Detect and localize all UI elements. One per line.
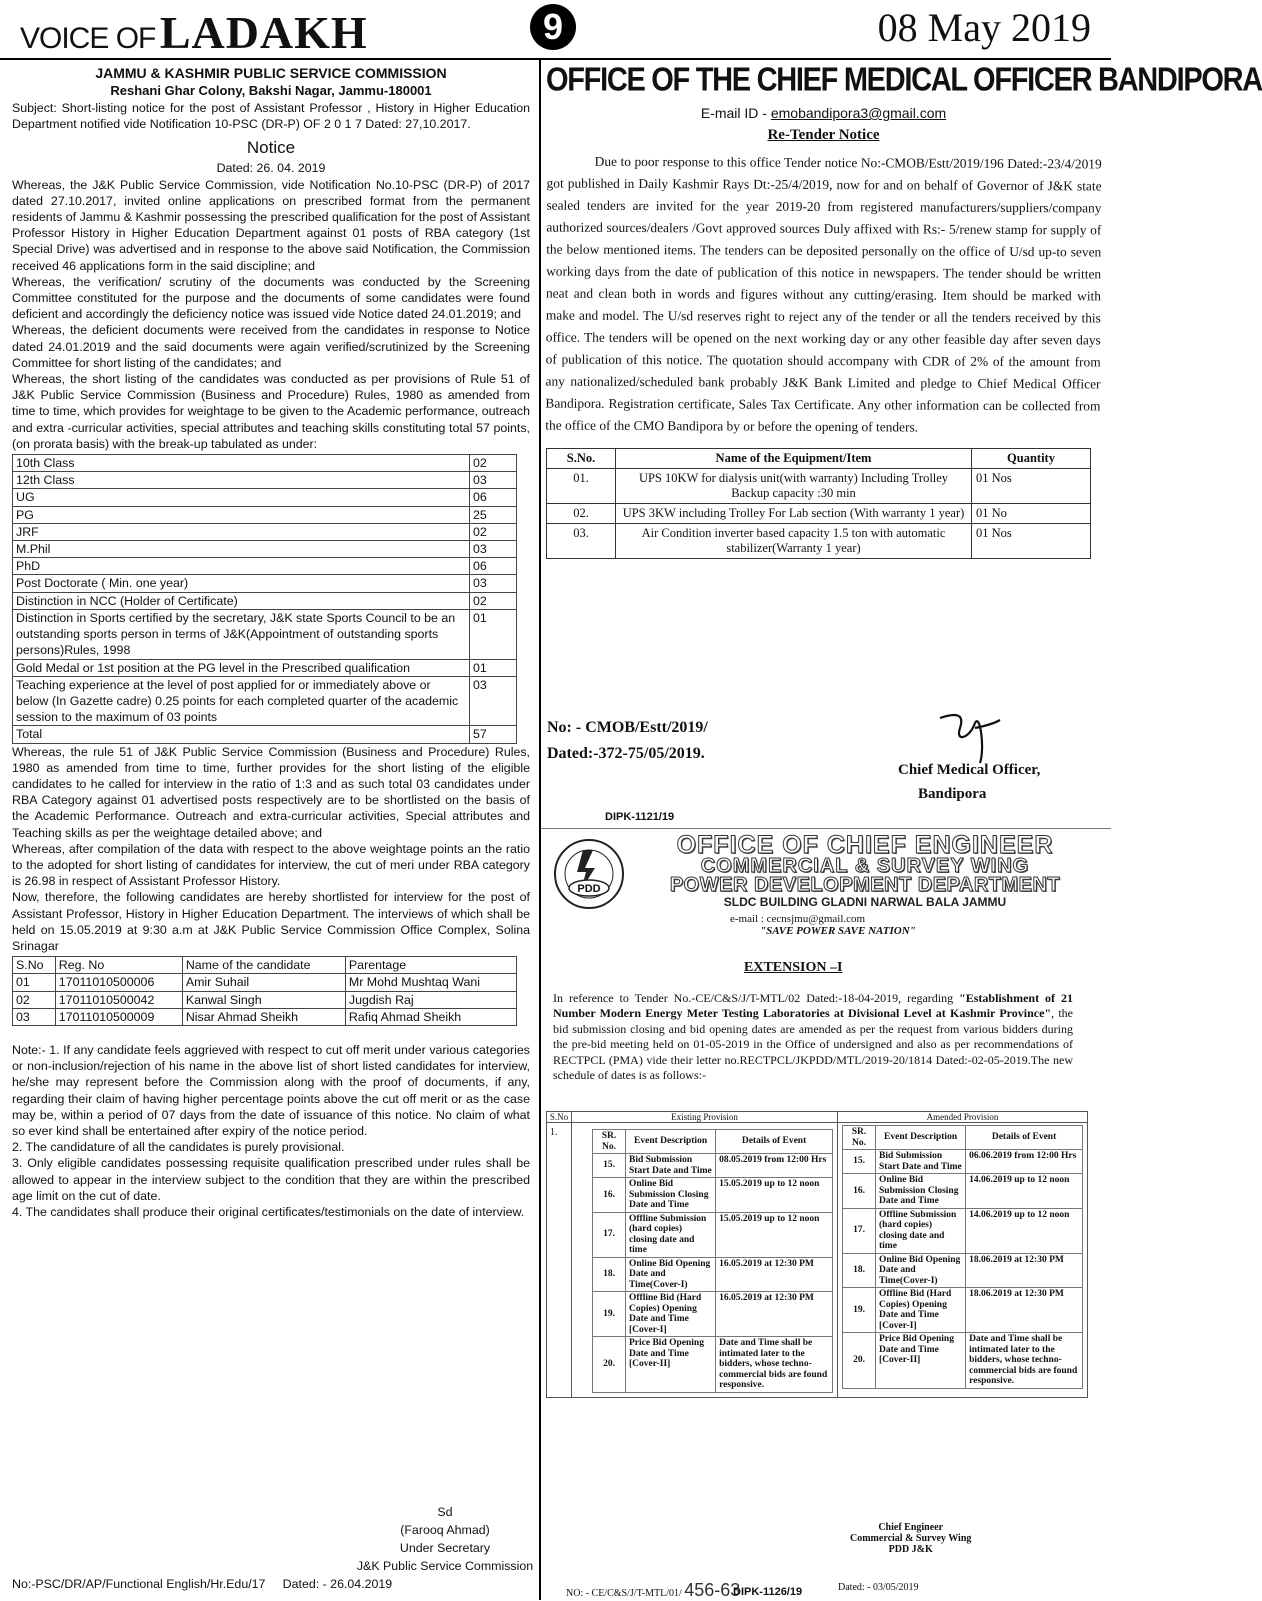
candidates-table <box>12 956 517 1026</box>
brand-ladakh: LADAKH <box>159 7 368 58</box>
pdd-signatory <box>850 1522 971 1555</box>
equipment-row <box>547 504 1091 524</box>
weightage-row <box>13 541 517 558</box>
candidate-cell: Amir Suhail <box>182 974 345 991</box>
equipment-header-cell: S.No. <box>547 449 616 469</box>
candidates-header-cell: Name of the candidate <box>182 957 345 974</box>
sig-sd: Sd <box>437 1505 453 1519</box>
weightage-points: 03 <box>470 541 517 558</box>
weightage-points: 57 <box>470 726 517 743</box>
para-5: Whereas, the rule 51 of J&K Public Service Commission (Business and Procedure) Rules, 1980 as amended from time to time, further provides for the short listing of the eligible candidates to he called for interview in the ratio of 1:3 and as such total 03 candidates under RBA Category against 01 advertised posts respectively are to be shortlisted on the basis of the Academic Performance. Outreach and extra-curricular activities, Special attributes and Teaching skills as per the weightage detailed above; and <box>12 744 530 840</box>
weightage-item: 12th Class <box>13 472 470 489</box>
schedule-header-row <box>593 1130 833 1154</box>
note-3: 3. Only eligible candidates possessing requisite qualification prescribed under rules shall be allowed to appear in the interview subject to the condition that they are within the prescribed age limit on the cut of date. <box>12 1156 530 1203</box>
amended-provision <box>838 1123 1088 1398</box>
ext-body-a: In reference to Tender No.-CE/C&S/J/T-MTL/02 Dated:-18-04-2019, regarding <box>553 991 960 1005</box>
pdd-sign-3: PDD J&K <box>888 1544 933 1555</box>
equipment-cell: 01 Nos <box>972 524 1091 559</box>
notice-title: Notice <box>246 138 296 158</box>
weightage-points: 02 <box>470 455 517 472</box>
candidate-cell: 17011010500006 <box>55 974 182 991</box>
candidates-header-cell: S.No <box>13 957 56 974</box>
schedule-cell: 18. <box>593 1257 626 1292</box>
schedule-cell: Online Bid Opening Date and Time(Cover-I) <box>876 1253 966 1288</box>
candidate-row <box>13 1008 517 1025</box>
weightage-item: Total <box>13 726 470 743</box>
pdd-dated: Dated: - 03/05/2019 <box>838 1582 919 1593</box>
jkpsc-ref-dated: Dated: - 26.04.2019 <box>282 1577 393 1591</box>
sched-sno-header: S.No <box>547 1112 572 1123</box>
jkpsc-notice <box>12 64 530 1220</box>
jkpsc-signature <box>345 1503 545 1575</box>
schedule-header-cell: SR. No. <box>843 1126 876 1150</box>
amended-header: Amended Provision <box>838 1112 1088 1123</box>
masthead <box>0 0 1111 60</box>
extension-title: EXTENSION –I <box>744 960 843 975</box>
schedule-cell: 15. <box>593 1154 626 1178</box>
weightage-item: JRF <box>13 523 470 540</box>
pdd-sign-1: Chief Engineer <box>878 1522 944 1533</box>
weightage-item: PG <box>13 506 470 523</box>
schedule-cell: Online Bid Submission Closing Date and Time <box>876 1174 966 1209</box>
para-6: Whereas, after compilation of the data with respect to the above weightage points an the ratio to the adopted for short listing of candidates for interview, the cut of meri under RBA category is 26.98 in respect of Assistant Professor History. <box>12 841 530 889</box>
schedule-cell: 20. <box>843 1333 876 1389</box>
schedule-cell: 18.06.2019 at 12:30 PM <box>966 1253 1083 1288</box>
schedule-row <box>593 1178 833 1213</box>
cmo-body: Due to poor response to this office Tender notice No:-CMOB/Estt/2019/196 Dated:-23/4/2019 got published in Daily Kashmir Rays Dt:-25/4/2019, now for and on behalf of Governor of J&K state sealed tenders are invited for the year 2019-20 from registered manufacturers/suppliers/company authorized sources/dealers /Govt approved sources Duly affixed with Rs:- 5/renew stamp for supply of the below mentioned items. The tenders can be deposited personally on the office of U/sd up-to seven working days from the date of publication of this notice in newspapers. The tender should be written neat and clean both in words and figures without any cutting/erasing. Item should be marked with make and model. The U/sd reserves right to reject any of the tender or all the tenders received by this office. The tenders will be opened on the next working day or any other feasible day after seven days of publication of this notice. The quotation should accompany with CDR of 2% of the amount from any nationalized/scheduled bank probably J&K Bank Limited and pledge to Chief Medical Officer Bandipora. Registration certificate, Sales Tax Certificate. Any other information can be collected from the office of the CMO Bandipora by or before the opening of tenders. <box>545 153 1102 435</box>
schedule-header-cell: Event Description <box>876 1126 966 1150</box>
schedule-cell: Offline Bid (Hard Copies) Opening Date and Time [Cover-I] <box>876 1288 966 1333</box>
schedule-row <box>843 1288 1083 1333</box>
pdd-logo-icon <box>553 838 625 910</box>
schedule-row <box>593 1292 833 1337</box>
schedule-row <box>843 1208 1083 1253</box>
cmo-sign-place: Bandipora <box>918 786 987 802</box>
weightage-points: 03 <box>470 575 517 592</box>
weightage-item: PhD <box>13 558 470 575</box>
candidate-cell: 01 <box>13 974 56 991</box>
schedule-cell: 15.05.2019 up to 12 noon <box>716 1212 833 1257</box>
weightage-row <box>13 575 517 592</box>
candidate-row <box>13 991 517 1008</box>
schedule-header-row <box>843 1126 1083 1150</box>
weightage-item: Teaching experience at the level of post applied for or immediately above or below (In Gazette cadre) 0.25 points for each completed quarter of the academic session to the maximum of 03 points <box>13 676 470 726</box>
weightage-row <box>13 676 517 726</box>
sig-name: (Farooq Ahmad) <box>400 1523 490 1537</box>
cmo-email-label: E-mail ID - <box>700 105 767 121</box>
weightage-points: 03 <box>470 676 517 726</box>
weightage-item: Post Doctorate ( Min. one year) <box>13 575 470 592</box>
candidate-cell: 17011010500009 <box>55 1008 182 1025</box>
weightage-points: 03 <box>470 472 517 489</box>
weightage-row <box>13 609 517 659</box>
column-divider <box>539 60 541 1600</box>
existing-provision <box>572 1123 838 1398</box>
weightage-row <box>13 558 517 575</box>
schedule-cell: 14.06.2019 up to 12 noon <box>966 1174 1083 1209</box>
candidate-row <box>13 974 517 991</box>
pdd-sign-2: Commercial & Survey Wing <box>850 1533 972 1544</box>
schedule-row <box>593 1337 833 1393</box>
weightage-item: UG <box>13 489 470 506</box>
candidate-cell: 03 <box>13 1008 56 1025</box>
jkpsc-reference <box>12 1577 392 1591</box>
schedule-row <box>843 1150 1083 1174</box>
weightage-item: Gold Medal or 1st position at the PG level in the Prescribed qualification <box>13 659 470 676</box>
schedule-cell: Date and Time shall be intimated later to the bidders, whose techno-commercial bids are found responsive. <box>966 1333 1083 1389</box>
cmo-signatory <box>898 758 1040 806</box>
candidates-header-cell: Parentage <box>345 957 516 974</box>
para-7: Now, therefore, the following candidates are hereby shortlisted for interview for the post of Assistant Professor, History in Higher Education Department. The interviews of which shall be held on 15.05.2019 at 9:30 a.m at J&K Public Service Commission Office Complex, Solina Srinagar <box>12 890 530 953</box>
ext-body-bold: "Establishment of 21 Number Modern Energy Meter Testing Laboratories at Divisional Level at Kashmir Province" <box>553 991 1073 1021</box>
pdd-heading-2: COMMERCIAL & SURVEY WING <box>700 855 1030 877</box>
equipment-header-row <box>547 449 1091 469</box>
weightage-item: Distinction in Sports certified by the secretary, J&K state Sports Council to be an outstanding sports person in terms of J&K(Appointment of outstanding sports persons)Rules, 1998 <box>13 609 470 659</box>
weightage-table <box>12 454 517 743</box>
equipment-table <box>546 448 1091 559</box>
weightage-row <box>13 523 517 540</box>
schedule-cell: 20. <box>593 1337 626 1393</box>
weightage-points: 01 <box>470 659 517 676</box>
weightage-points: 02 <box>470 592 517 609</box>
weightage-points: 01 <box>470 609 517 659</box>
schedule-row <box>593 1212 833 1257</box>
cmo-sign-title: Chief Medical Officer, <box>898 762 1041 778</box>
schedule-cell: Online Bid Submission Closing Date and Time <box>626 1178 716 1213</box>
sig-designation: Under Secretary <box>399 1541 491 1555</box>
schedule-cell: 19. <box>593 1292 626 1337</box>
pdd-ref-handwritten: 456-63 <box>684 1580 741 1600</box>
candidates-header-cell: Reg. No <box>55 957 182 974</box>
weightage-points: 06 <box>470 558 517 575</box>
schedule-header-cell: Details of Event <box>966 1126 1083 1150</box>
equipment-row <box>547 524 1091 559</box>
schedule-cell: 18. <box>843 1253 876 1288</box>
schedule-table <box>546 1111 1088 1398</box>
page-number: 9 <box>530 4 576 50</box>
schedule-cell: Offline Bid (Hard Copies) Opening Date and Time [Cover-I] <box>626 1292 716 1337</box>
weightage-points: 06 <box>470 489 517 506</box>
note-4: 4. The candidates shall produce their original certificates/testimonials on the date of interview. <box>12 1205 525 1219</box>
pdd-reference <box>566 1580 740 1601</box>
notice-date: Dated: 26. 04. 2019 <box>216 161 326 176</box>
cmo-dated-line: Dated:-372-75/05/2019. <box>547 745 705 762</box>
retender-heading: Re-Tender Notice <box>767 127 880 143</box>
issue-date: 08 May 2019 <box>877 5 1091 50</box>
weightage-row <box>13 489 517 506</box>
pdd-heading-1: OFFICE OF CHIEF ENGINEER <box>676 831 1054 859</box>
para-3: Whereas, the deficient documents were received from the candidates in response to Notice dated 24.01.2019 and the said documents were again verified/scrutinized by the Screening Committee for short listing of the candidates; and <box>12 323 530 370</box>
weightage-item: Distinction in NCC (Holder of Certificate) <box>13 592 470 609</box>
cmo-notice <box>545 61 1262 559</box>
jkpsc-ref-no: No:-PSC/DR/AP/Functional English/Hr.Edu/17 <box>12 1577 266 1591</box>
schedule-cell: 14.06.2019 up to 12 noon <box>966 1208 1083 1253</box>
candidate-cell: Jugdish Raj <box>345 991 516 1008</box>
schedule-cell: 16. <box>843 1174 876 1209</box>
note-2: 2. The candidature of all the candidates is purely provisional. <box>12 1140 345 1155</box>
schedule-cell: 17. <box>593 1212 626 1257</box>
schedule-cell: Online Bid Opening Date and Time(Cover-I) <box>626 1257 716 1292</box>
schedule-cell: Offline Submission (hard copies) closing date and time <box>876 1208 966 1253</box>
schedule-cell: Bid Submission Start Date and Time <box>876 1150 966 1174</box>
schedule-row <box>843 1333 1083 1389</box>
candidate-cell: 17011010500042 <box>55 991 182 1008</box>
equipment-row <box>547 469 1091 504</box>
sched-row-no: 1. <box>547 1123 572 1398</box>
note-1: Note:- 1. If any candidate feels aggrieved with respect to cut off merit under various categories or non-inclusion/rejection of his name in the above list of short listed candidates for interview, he/she may represent before the Commission along with the proof of documents, if any, regarding their claim of having higher percentage points above the cut off merit or as the case may be, within a period of 07 days from the date of issuance of this notice. No claim of what so ever kind shall be entertained after expiry of the notice period. <box>12 1042 530 1138</box>
equipment-cell: 01. <box>547 469 616 504</box>
cmo-title: OFFICE OF THE CHIEF MEDICAL OFFICER BANDIPORA <box>546 61 1262 99</box>
schedule-cell: Date and Time shall be intimated later to the bidders, whose techno-commercial bids are found responsive. <box>716 1337 833 1393</box>
weightage-points: 02 <box>470 523 517 540</box>
weightage-item: 10th Class <box>13 455 470 472</box>
existing-header: Existing Provision <box>572 1112 838 1123</box>
candidate-cell: Mr Mohd Mushtaq Wani <box>345 974 516 991</box>
sig-org: J&K Public Service Commission <box>356 1559 534 1573</box>
equipment-header-cell: Quantity <box>972 449 1091 469</box>
schedule-row <box>593 1154 833 1178</box>
weightage-row <box>13 726 517 743</box>
candidates-header-row <box>13 957 517 974</box>
cmo-no-line: No: - CMOB/Estt/2019/ <box>547 719 708 736</box>
equipment-cell: Air Condition inverter based capacity 1.5 ton with automatic stabilizer(Warranty 1 year) <box>616 524 972 559</box>
equipment-cell: 02. <box>547 504 616 524</box>
schedule-cell: 18.06.2019 at 12:30 PM <box>966 1288 1083 1333</box>
schedule-header-cell: Event Description <box>626 1130 716 1154</box>
schedule-cell: Price Bid Opening Date and Time [Cover-II] <box>876 1333 966 1389</box>
weightage-row <box>13 472 517 489</box>
jkpsc-subject: Subject: Short-listing notice for the post of Assistant Professor , History in Higher Education Department notified vide Notification 10-PSC (DR-P) OF 2 0 1 7 Dated: 27,10.2017. <box>12 101 530 132</box>
schedule-cell: 16. <box>593 1178 626 1213</box>
extension-body <box>553 991 1073 1083</box>
equipment-cell: UPS 3KW including Trolley For Lab section (With warranty 1 year) <box>616 504 972 524</box>
schedule-cell: Bid Submission Start Date and Time <box>626 1154 716 1178</box>
weightage-row <box>13 506 517 523</box>
schedule-cell: Offline Submission (hard copies) closing date and time <box>626 1212 716 1257</box>
para-2: Whereas, the verification/ scrutiny of the documents was conducted by the Screening Committee constituted for the purpose and the documents of some candidates were found deficient and accordingly the deficiency notice was issued vide Notice dated 24.01.2019; and <box>12 274 530 322</box>
ext-body-b: , the bid submission closing and bid opening dates are amended as per the request from various bidders during the pre-bid meeting held on 01-05-2019 in the Office of undersigned and also as per recommendations of RECTPCL (PMA) vide their letter no.RECTPCL/JKPDD/MTL/2019-20/1814 Dated:-02-05-2019.The new schedule of dates is as follows:- <box>553 1006 1074 1083</box>
weightage-row <box>13 592 517 609</box>
equipment-cell: 03. <box>547 524 616 559</box>
pdd-address: SLDC BUILDING GLADNI NARWAL BALA JAMMU <box>723 895 1007 909</box>
section-separator <box>541 828 1111 829</box>
weightage-row <box>13 455 517 472</box>
schedule-cell: 06.06.2019 from 12:00 Hrs <box>966 1150 1083 1174</box>
equipment-cell: 01 Nos <box>972 469 1091 504</box>
pdd-logo-text: PDD <box>577 883 601 895</box>
schedule-header-cell: Details of Event <box>716 1130 833 1154</box>
weightage-points: 25 <box>470 506 517 523</box>
schedule-cell: Price Bid Opening Date and Time [Cover-II] <box>626 1337 716 1393</box>
pdd-heading-3: POWER DEVELOPMENT DEPARTMENT <box>669 874 1061 896</box>
brand-voice-of: VOICE OF <box>20 22 156 55</box>
candidate-cell: Rafiq Ahmad Sheikh <box>345 1008 516 1025</box>
pdd-email: e-mail : cecnsjmu@gmail.com <box>730 913 866 925</box>
cmo-reference <box>547 715 708 767</box>
newspaper-name <box>20 6 368 59</box>
para-1: Whereas, the J&K Public Service Commission, vide Notification No.10-PSC (DR-P) of 2017 dated 27.10.2017, invited online applications on prescribed format from the permanent residents of Jammu & Kashmir possessing the prescribed qualification for the post of Assistant Professor History in Higher Education Department against 01 posts of RBA category (1st Special Drive) was advertised and in response to the above said Notification, the Commission received 46 applications form in the said discipline; and <box>12 177 530 273</box>
jkpsc-address: Reshani Ghar Colony, Bakshi Nagar, Jammu-180001 <box>110 83 432 98</box>
candidate-cell: Kanwal Singh <box>182 991 345 1008</box>
pdd-ref-no: NO: - CE/C&S/J/T-MTL/01/ <box>566 1588 682 1599</box>
pdd-header <box>630 831 1100 909</box>
weightage-row <box>13 659 517 676</box>
schedule-row <box>593 1257 833 1292</box>
schedule-row <box>843 1174 1083 1209</box>
para-4: Whereas, the short listing of the candidates was conducted as per provisions of Rule 51 of J&K Public Service Commission (Business and Procedure) Rules, 1980 as amended from time to time, which provides for weightage to be given to the Academic performance, outreach and extra -curricular activities, special attributes and teaching skills constituting total 57 points, (on prorata basis) with the break-up tabulated as under: <box>12 372 530 451</box>
schedule-cell: 17. <box>843 1208 876 1253</box>
candidate-cell: 02 <box>13 991 56 1008</box>
weightage-item: M.Phil <box>13 541 470 558</box>
pdd-slogan: "SAVE POWER SAVE NATION" <box>760 925 916 937</box>
cmo-email <box>546 105 1101 121</box>
equipment-cell: UPS 10KW for dialysis unit(with warranty) Including Trolley Backup capacity :30 min <box>616 469 972 504</box>
schedule-row <box>843 1253 1083 1288</box>
equipment-cell: 01 No <box>972 504 1091 524</box>
cmo-dipk-code: DIPK-1121/19 <box>605 811 675 823</box>
jkpsc-org-name: JAMMU & KASHMIR PUBLIC SERVICE COMMISSION <box>95 65 447 81</box>
candidate-cell: Nisar Ahmad Sheikh <box>182 1008 345 1025</box>
pdd-dipk-code: DIPK-1126/19 <box>733 1586 803 1598</box>
schedule-cell: 16.05.2019 at 12:30 PM <box>716 1292 833 1337</box>
schedule-cell: 15. <box>843 1150 876 1174</box>
schedule-cell: 15.05.2019 up to 12 noon <box>716 1178 833 1213</box>
schedule-header-cell: SR. No. <box>593 1130 626 1154</box>
schedule-cell: 16.05.2019 at 12:30 PM <box>716 1257 833 1292</box>
schedule-cell: 08.05.2019 from 12:00 Hrs <box>716 1154 833 1178</box>
equipment-header-cell: Name of the Equipment/Item <box>616 449 972 469</box>
schedule-cell: 19. <box>843 1288 876 1333</box>
cmo-email-address: emobandipora3@gmail.com <box>770 105 947 121</box>
